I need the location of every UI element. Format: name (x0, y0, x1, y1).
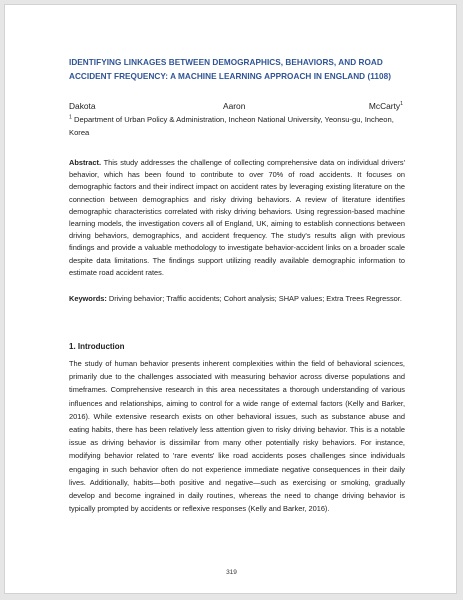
abstract-label: Abstract. (69, 158, 102, 167)
affiliation-mark: 1 (69, 114, 72, 121)
keywords-text: Driving behavior; Traffic accidents; Cohort analysis; SHAP values; Extra Trees Regressor. (108, 294, 402, 303)
affiliation-text: Department of Urban Policy & Administration, Incheon National University, Yeonsu-gu, Incheon, Korea (69, 115, 394, 137)
author-middle: Aaron (223, 101, 246, 111)
document-page (4, 4, 457, 594)
author-affiliation-mark: 1 (400, 101, 403, 108)
author-line (69, 101, 403, 113)
abstract-paragraph (69, 157, 405, 279)
section-heading-introduction: 1. Introduction (69, 342, 125, 351)
keywords-paragraph (69, 293, 405, 305)
affiliation (69, 113, 405, 139)
author-last-wrap (369, 101, 403, 111)
author-first: Dakota (69, 101, 96, 111)
page-number: 319 (226, 569, 237, 576)
abstract-text: This study addresses the challenge of collecting comprehensive data on individual drivers' behavior, which has been found to contribute to over 70% of road accidents. It focuses on demographic factors and their indirect impact on accident rates by leveraging existing literature on the connection between demographics and risky driving behaviors. A review of literature identifies demographic characteristics correlated with risky driving behaviors. Using regression-based machine learning models, the investigation covers all of England, UK, aiming to establish connections between driving behaviors, demographics, and accident frequency. The study's results align with previous findings and provide a valuable methodology to investigate behavior-accident links on a broader scale despite data limitations. The findings support utilizing readily available demographic information to estimate road accident rates. (69, 158, 405, 277)
keywords-label: Keywords: (69, 294, 107, 303)
author-last: McCarty (368, 101, 401, 111)
introduction-paragraph: The study of human behavior presents inherent complexities within the field of behavioral sciences, primarily due to the challenges associated with measuring behavior across diverse populations and timeframes. Comprehensive research in this area necessitates a thorough understanding of various influences and relationships, aiming to control for a wide range of external factors (Kelly and Barker, 2016). While extensive research exists on other behavioral issues, such as substance abuse and eating habits, there has been relatively less attention given to risky driving behavior. This is a notable issue as driving behavior is dissimilar from many other potentially risky behaviors. For instance, modifying behavior related to 'rare events' like road accidents poses challenges since individuals engaging in such behavior often do not experience immediate negative consequences in their daily lives. Additionally, habits—both positive and negative—such as exercising or smoking, gradually develop and become ingrained in daily routines, whereas the need to change driving behavior is typically prompted by accidents or reflexive responses (Kelly and Barker, 2016). (69, 359, 405, 514)
paper-title: IDENTIFYING LINKAGES BETWEEN DEMOGRAPHICS, BEHAVIORS, AND ROAD ACCIDENT FREQUENCY: A MACHINE LEARNING APPROACH IN ENGLAND (1108) (69, 58, 391, 81)
